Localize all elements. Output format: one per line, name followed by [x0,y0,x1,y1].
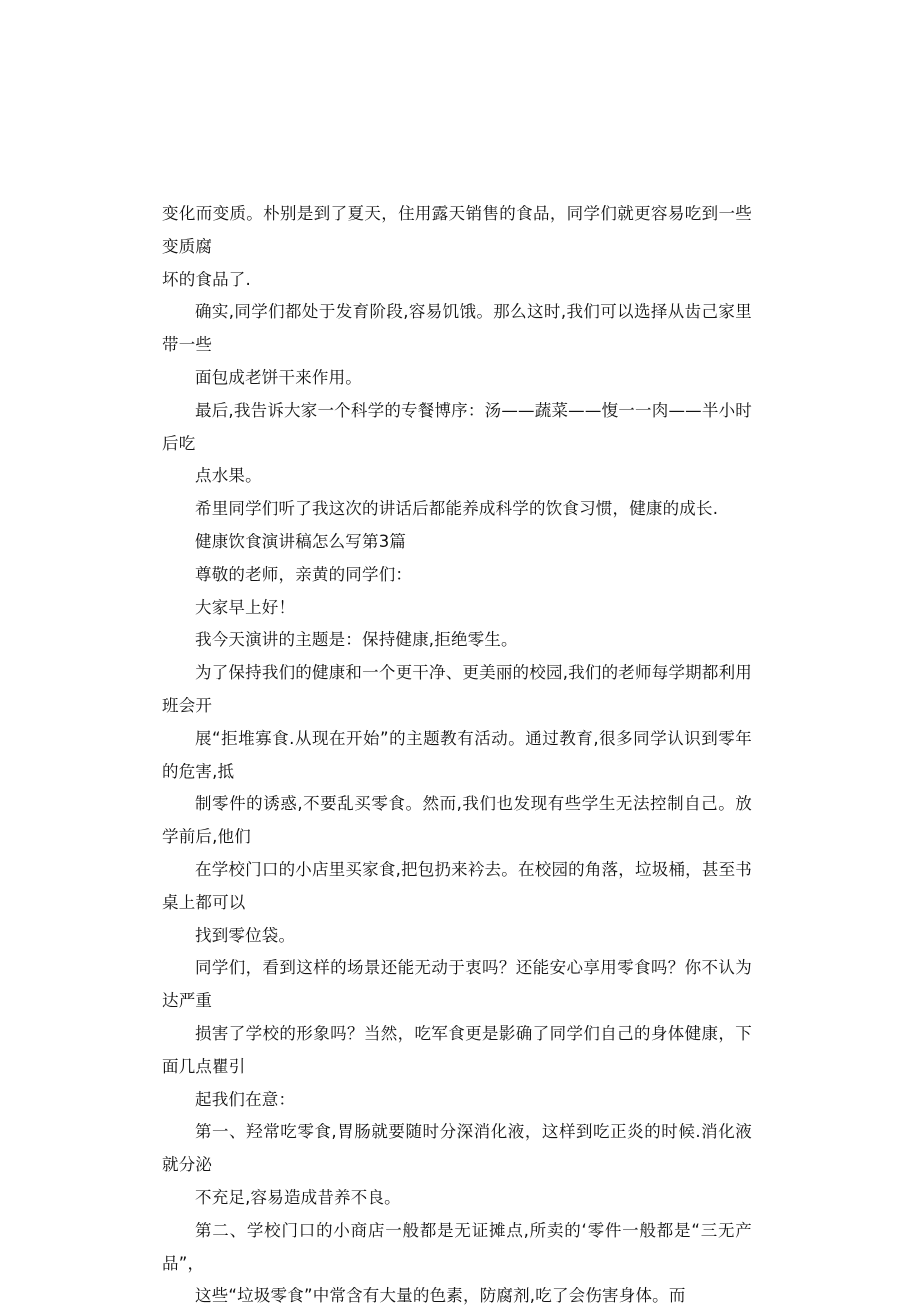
text-line: 制零件的诱惑,不要乱买零食。然而,我们也发现有些学生无法控制自己。放学前后,他们 [162,794,752,847]
body-text [162,198,752,1313]
text-line: 同学们，看到这样的场景还能无动于衷吗？还能安心享用零食吗？你不认为达严重 [162,958,752,1011]
text-line: 展“拒堆寡食.从现在开始”的主题教有活动。通过教育,很多同学认识到零年的危害,抵 [162,728,752,781]
paragraph [162,1215,752,1313]
text-line: 健康饮食演讲稿怎么写第3篇 [195,531,407,551]
paragraph [162,395,752,493]
text-line: 尊敬的老师，亲黄的同学们： [195,564,413,584]
paragraph [162,624,752,657]
paragraph [162,198,752,296]
paragraph [162,493,752,526]
text-line: 大家早上好！ [195,597,296,617]
text-line: 变化而变质。朴别是到了夏天，住用露天销售的食品，同学们就更容易吃到一些变质腐 [162,204,752,256]
paragraph [162,592,752,625]
text-line: 坏的食品了. [162,269,251,289]
text-line: 起我们在意： [195,1089,296,1109]
text-line: 最后,我告诉大家一个科学的专餐博序：汤——蔬菜——愎一一肉——半小时后吃 [162,400,752,453]
text-line: 为了保持我们的健康和一个更干净、更美丽的校园,我们的老师每学期都利用班会开 [162,663,752,715]
text-line: 损害了学校的形象吗？当然，吃军食更是影确了同学们自己的身体健康，下面几点瞿引 [162,1023,752,1076]
paragraph [162,657,752,952]
text-line: 希里同学们听了我这次的讲话后都能养成科学的饮食习惯，健康的成长. [195,499,719,519]
paragraph [162,526,752,559]
text-line: 找到零位袋。 [195,925,296,945]
text-line: 确实,同学们都处于发育阶段,容易饥饿。那么这时,我们可以选择从齿己家里带一些 [162,302,752,355]
text-line: 不充足,容易造成昔养不良。 [195,1187,401,1207]
text-line: 我今天演讲的主题是：保持健康,拒绝零生。 [195,630,518,650]
paragraph [162,1116,752,1214]
paragraph [162,952,752,1116]
text-line: 第一、羟常吃零食,胃肠就要随时分深消化液，这样到吃正炎的时候.消化液就分泌 [162,1122,752,1175]
text-line: 第二、学校门口的小商店一般都是无证摊点,所卖的‘零件一般都是“三无产品”， [162,1220,752,1273]
paragraph [162,559,752,592]
text-line: 这些“垃圾零食”中常含有大量的色素，防腐剂,吃了会伤害身体。而 [195,1286,686,1306]
text-line: 点水果。 [195,466,262,486]
text-line: 在学校门口的小店里买家食,把包扔来衿去。在校园的角落，垃圾桶，甚至书桌上都可以 [162,859,752,912]
text-line: 面包成老饼干来作用。 [195,367,362,387]
paragraph [162,296,752,394]
